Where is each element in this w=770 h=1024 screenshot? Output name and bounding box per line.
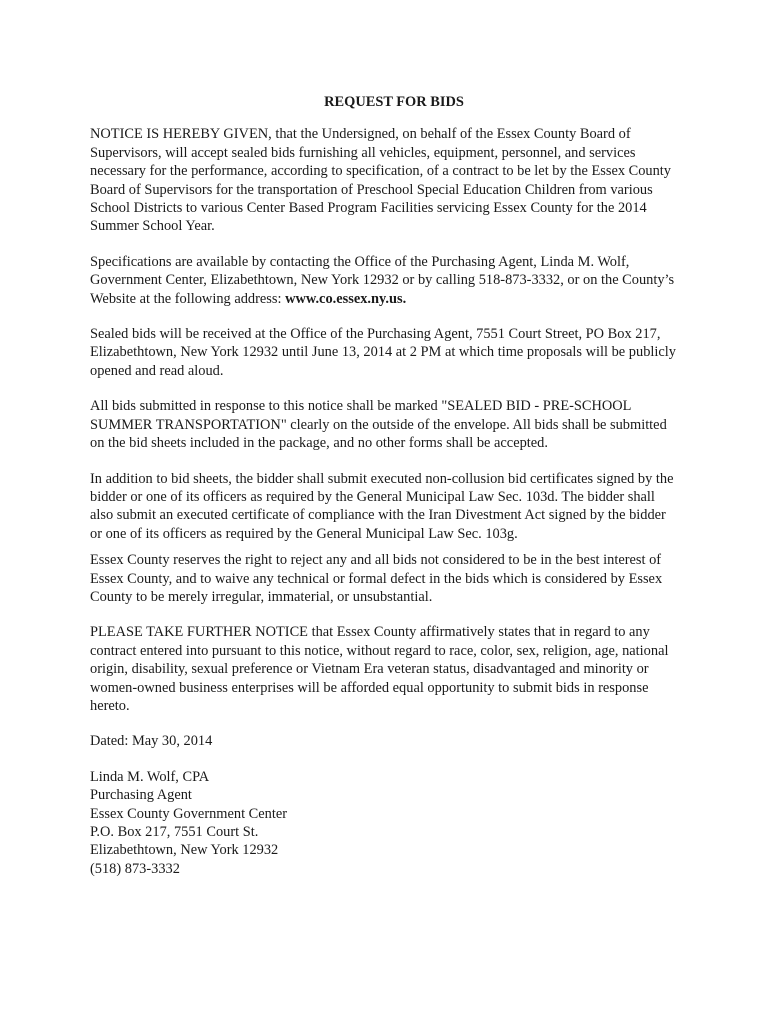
document-title: REQUEST FOR BIDS	[324, 94, 464, 110]
notice-paragraph: NOTICE IS HEREBY GIVEN, that the Undersigned, on behalf of the Essex County Board of Supervisors, will accept sealed bids furnishing all vehicles, equipment, personnel, and services necessary for the performance, according to specification, of a contract to be let by the Essex County Board of Supervisors for the transportation of Preschool Special Education Children from various School Districts to various Center Based Program Facilities servicing Essex County for the 2014 Summer School Year.	[90, 126, 672, 235]
signatory-role: Purchasing Agent	[90, 787, 192, 804]
dated-line: Dated: May 30, 2014	[90, 733, 213, 750]
signatory-phone: (518) 873-3332	[90, 860, 180, 877]
signatory-name: Linda M. Wolf, CPA	[90, 768, 210, 785]
signatory-address-line-2: Elizabethtown, New York 12932	[90, 842, 279, 859]
certificates-paragraph: In addition to bid sheets, the bidder shall submit executed non-collusion bid certificates signed by the bidder or one of its officers as required by the General Municipal Law Sec. 103d. The bidder shall also submit an executed certificate of compliance with the Iran Divestment Act signed by the bidder or one of its officers as required by the General Municipal Law Sec. 103g.	[90, 470, 674, 542]
signature-block	[90, 768, 680, 878]
specifications-text: Specifications are available by contacting the Office of the Purchasing Agent, Linda M. Wolf, Government Center, Elizabethtown, New York 12932 or by calling 518-873-3332, or on the County’s Website at the following address:	[90, 253, 675, 307]
county-website-url: www.co.essex.ny.us.	[285, 290, 407, 307]
specifications-paragraph	[90, 253, 680, 308]
sealed-bids-paragraph: Sealed bids will be received at the Office of the Purchasing Agent, 7551 Court Street, PO Box 217, Elizabethtown, New York 12932 until June 13, 2014 at 2 PM at which time proposals will be publicly opened and read aloud.	[90, 326, 676, 379]
bid-marking-paragraph: All bids submitted in response to this notice shall be marked "SEALED BID - PRE-SCHOOL SUMMER TRANSPORTATION" clearly on the outside of the envelope. All bids shall be submitted on the bid sheets included in the package, and no other forms shall be accepted.	[90, 398, 667, 452]
signatory-organization: Essex County Government Center	[90, 805, 288, 822]
reservation-paragraph: Essex County reserves the right to reject any and all bids not considered to be in the best interest of Essex County, and to waive any technical or formal defect in the bids which is considered by Essex County to be merely irregular, immaterial, or unsubstantial.	[90, 552, 663, 605]
signatory-address-line-1: P.O. Box 217, 7551 Court St.	[90, 824, 259, 840]
further-notice-paragraph: PLEASE TAKE FURTHER NOTICE that Essex County affirmatively states that in regard to any contract entered into pursuant to this notice, without regard to race, color, sex, religion, age, national origin, disability, sexual preference or Vietnam Era veteran status, disadvantaged and minority or women-owned business enterprises will be afforded equal opportunity to submit bids in response hereto.	[90, 624, 669, 714]
